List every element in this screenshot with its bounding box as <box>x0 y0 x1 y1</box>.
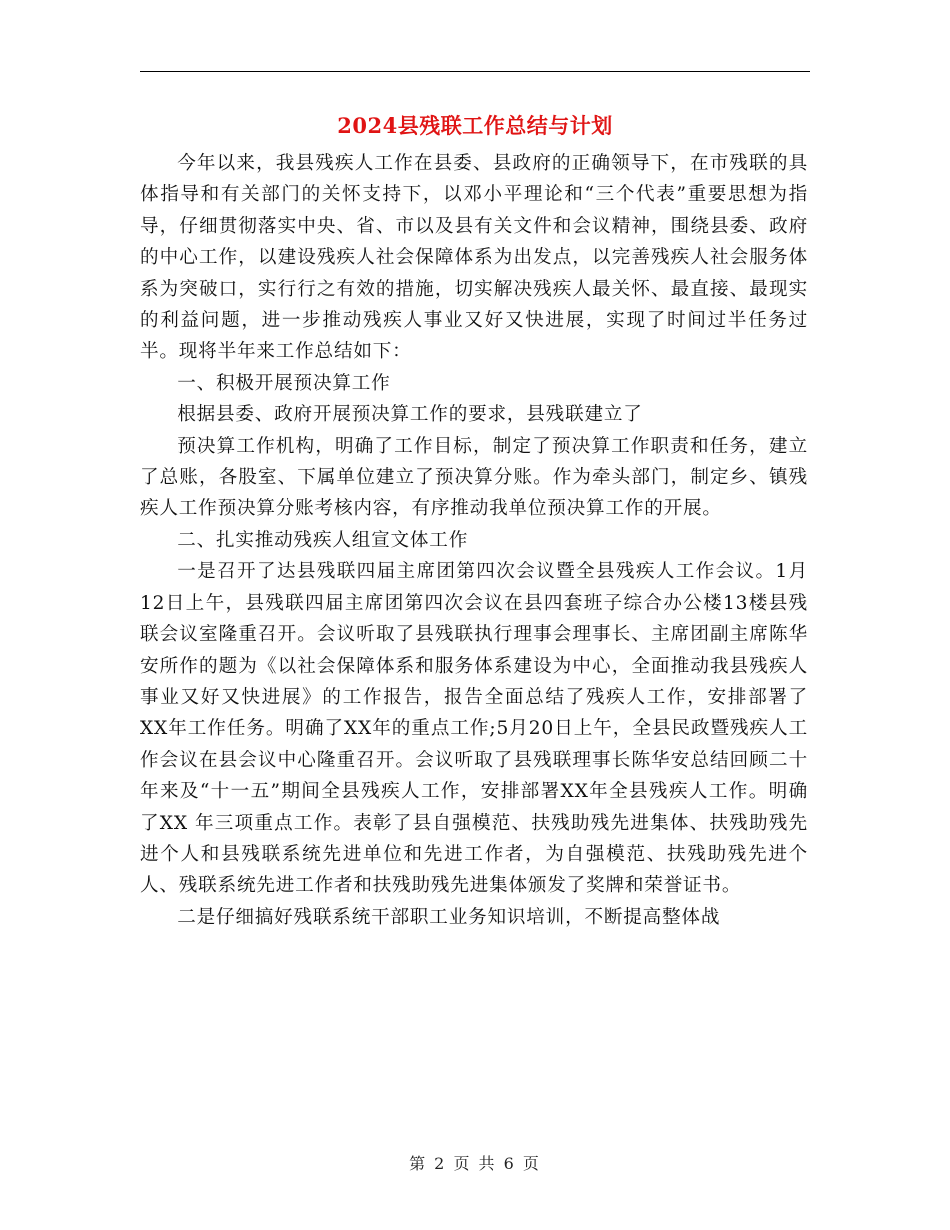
section-heading-budget: 一、积极开展预决算工作 <box>177 372 391 394</box>
page-number: 第 2 页 共 6 页 <box>409 1154 541 1173</box>
paragraph-meetings: 一是召开了达县残联四届主席团第四次会议暨全县残疾人工作会议。1月12日上午，县残联四届主席团第四次会议在县四套班子综合办公楼13楼县残联会议室隆重召开。会议听取了县残联执行理事会理事长、主席团副主席陈华安所作的题为《以社会保障体系和服务体系建设为中心，全面推动我县残疾人事业又好又快进展》的工作报告，报告全面总结了残疾人工作，安排部署了XX年工作任务。明确了XX年的重点工作;5月20日上午，全县民政暨残疾人工作会议在县会议中心隆重召开。会议听取了县残联理事长陈华安总结回顾二十年来及“十一五”期间全县残疾人工作，安排部署XX年全县残疾人工作。明确了XX 年三项重点工作。表彰了县自强模范、扶残助残先进集体、扶残助残先进个人和县残联系统先进单位和先进工作者，为自强模范、扶残助残先进个人、残联系统先进工作者和扶残助残先进集体颁发了奖牌和荣誉证书。 <box>140 561 808 897</box>
document-title: 2024县残联工作总结与计划 <box>337 113 613 138</box>
section-heading-organization: 二、扎实推动残疾人组宣文体工作 <box>177 529 469 551</box>
paragraph-budget-2: 预决算工作机构，明确了工作目标，制定了预决算工作职责和任务，建立了总账，各股室、下属单位建立了预决算分账。作为牵头部门，制定乡、镇残疾人工作预决算分账考核内容，有序推动我单位预决算工作的开展。 <box>140 435 808 520</box>
header-rule <box>140 71 810 72</box>
paragraph-intro: 今年以来，我县残疾人工作在县委、县政府的正确领导下，在市残联的具体指导和有关部门的关怀支持下，以邓小平理论和“三个代表”重要思想为指导，仔细贯彻落实中央、省、市以及县有关文件和会议精神，围绕县委、政府的中心工作，以建设残疾人社会保障体系为出发点，以完善残疾人社会服务体系为突破口，实行行之有效的措施，切实解决残疾人最关怀、最直接、最现实的利益问题，进一步推动残疾人事业又好又快进展，实现了时间过半任务过半。现将半年来工作总结如下： <box>140 153 808 363</box>
document-body <box>140 148 808 933</box>
paragraph-training: 二是仔细搞好残联系统干部职工业务知识培训，不断提高整体战 <box>177 906 721 928</box>
paragraph-budget-1: 根据县委、政府开展预决算工作的要求，县残联建立了 <box>177 404 643 426</box>
